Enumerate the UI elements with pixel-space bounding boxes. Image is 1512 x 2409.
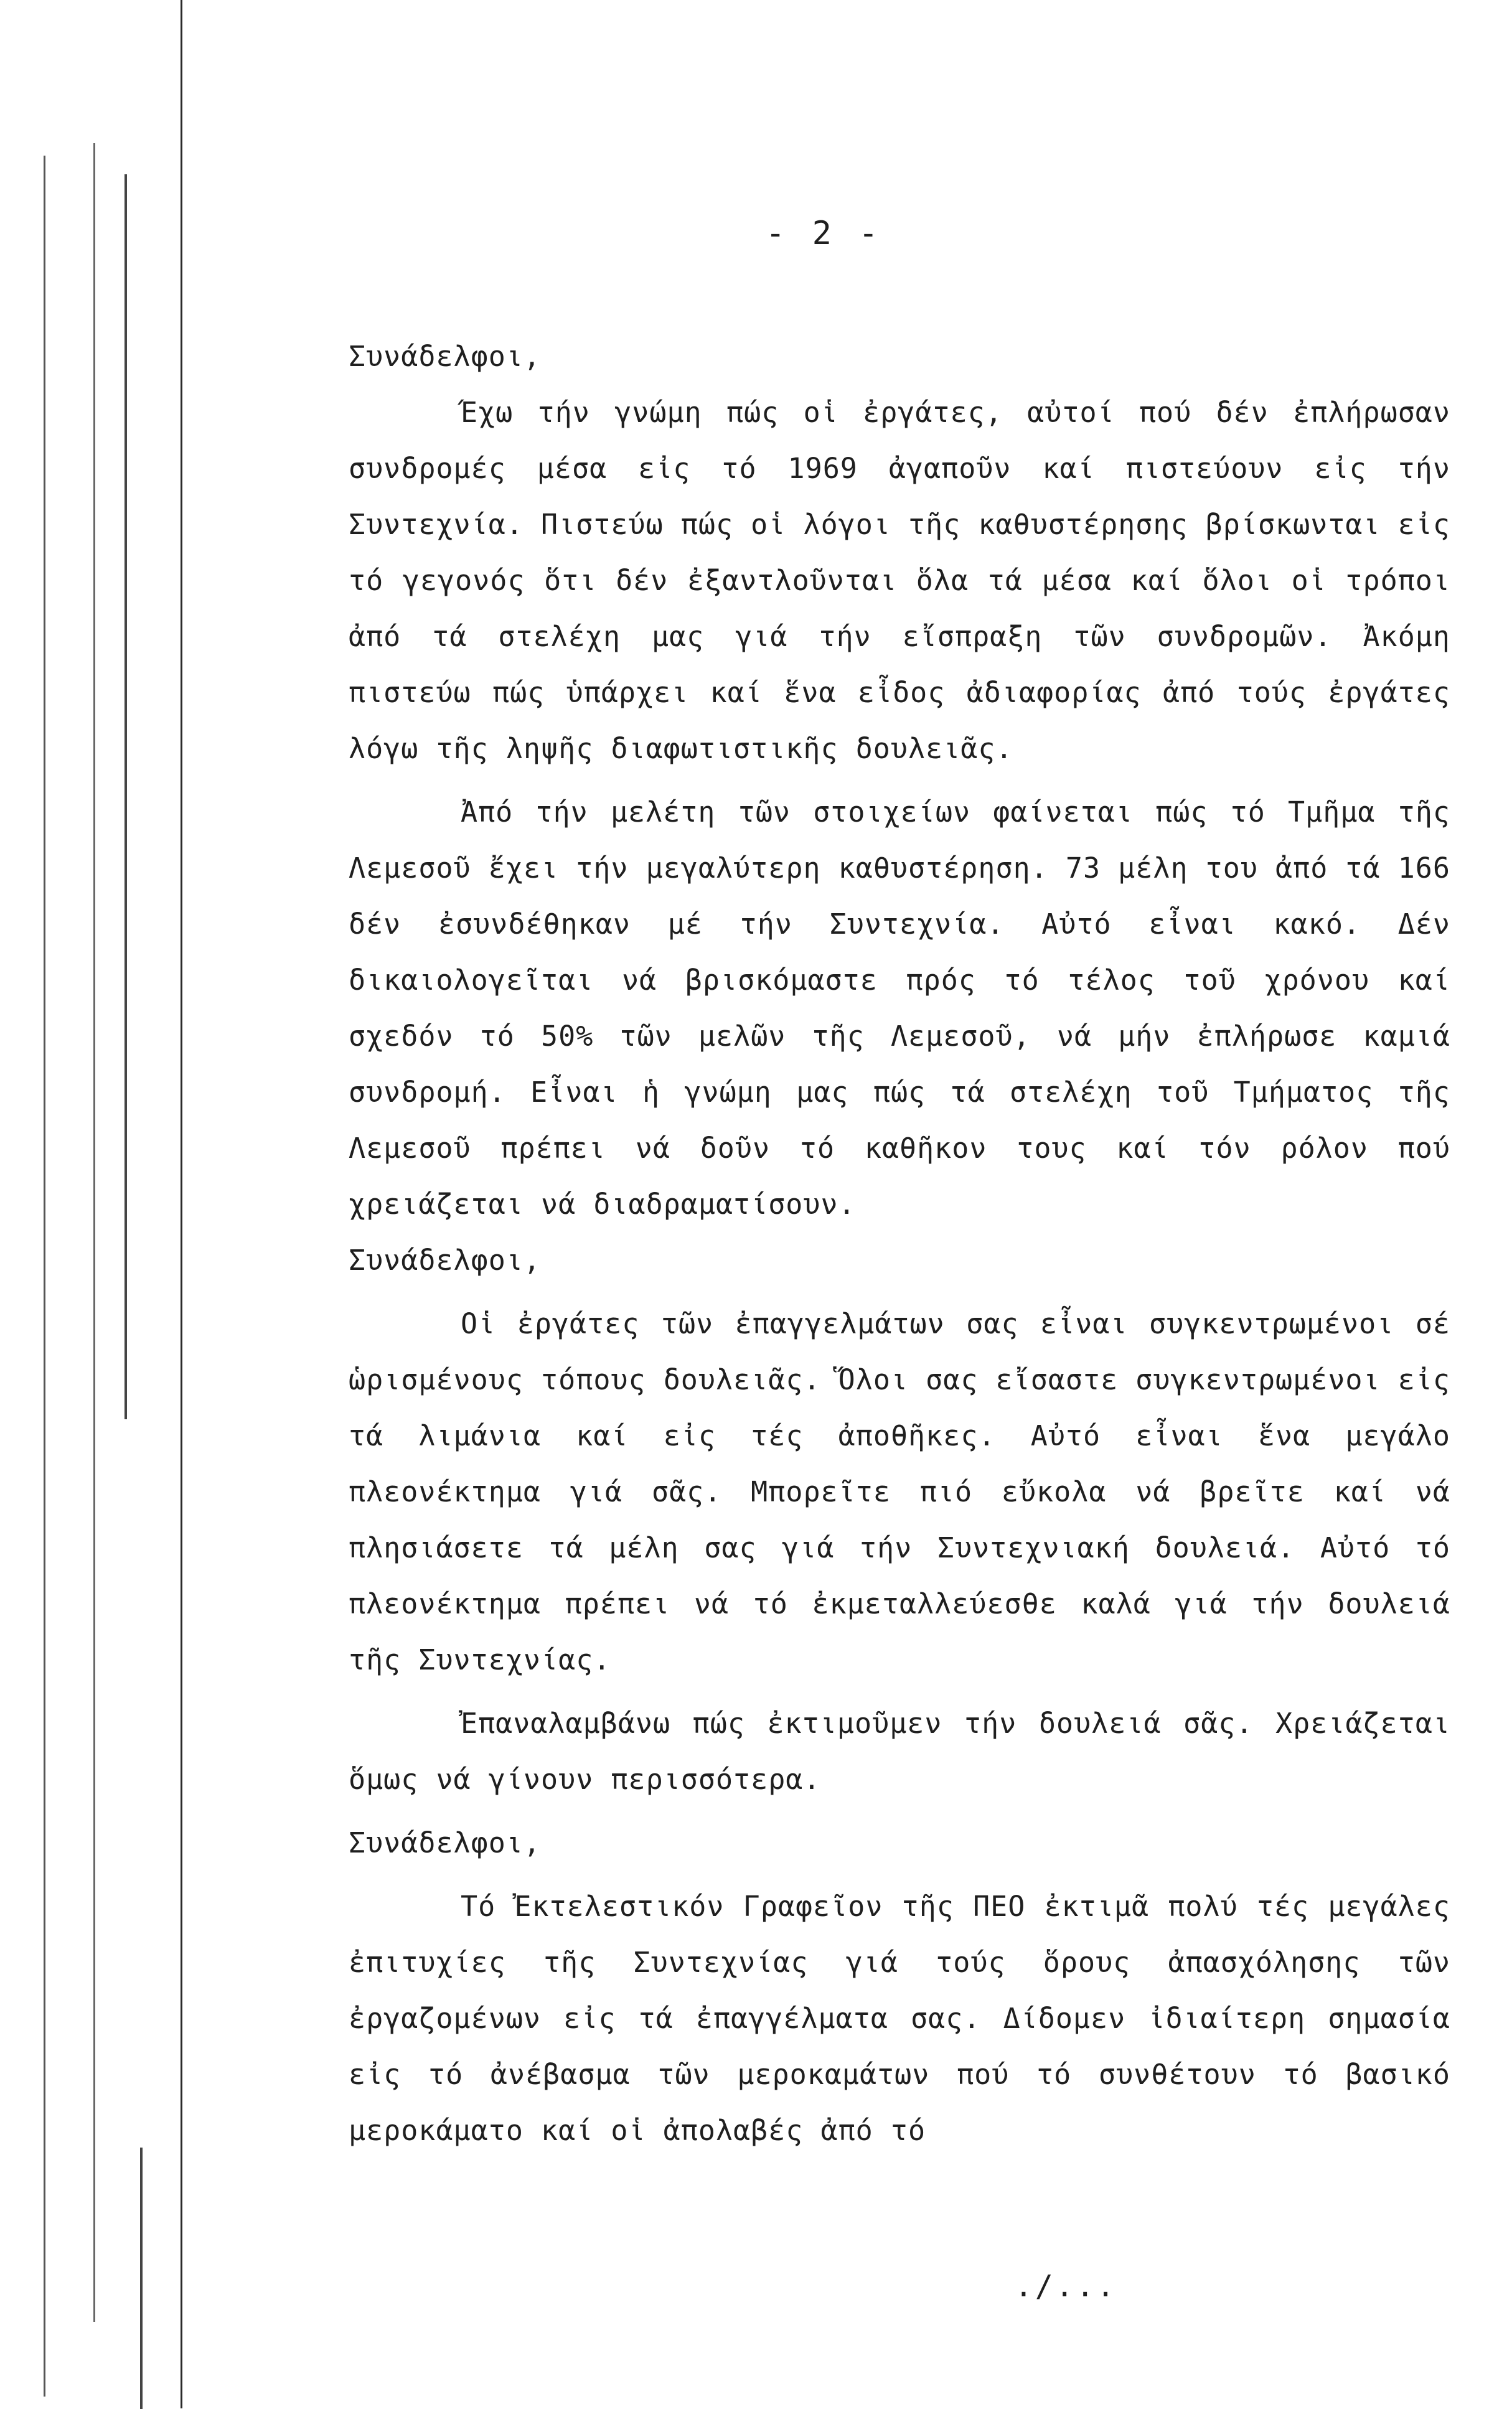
salutation: Συνάδελφοι, (349, 340, 542, 373)
scan-artifact (44, 156, 45, 2397)
letter-body (349, 329, 1450, 2159)
paragraph: Τό Ἐκτελεστικόν Γραφεῖον τῆς ΠΕΟ ἐκτιμᾶ πολύ τές μεγάλες ἐπιτυχίες τῆς Συντεχνίας γιά τούς ὅρους ἀπασχόλησης τῶν ἐργαζομένων εἰς τά ἐπαγγέλματα σας. Δίδομεν ἰδιαίτερη σημασία εἰς τό ἀνέβασμα τῶν μεροκαμάτων πού τό συνθέτουν τό βασικό μεροκάματο καί οἱ ἀπολαβές ἀπό τό (349, 1890, 1450, 2147)
page-number: - 2 - (766, 215, 882, 252)
scan-artifact (140, 2148, 143, 2409)
continuation-mark: ./... (1015, 2269, 1117, 2304)
left-margin-line (181, 0, 182, 2408)
scan-artifact (124, 174, 127, 1419)
paragraph: Ἐπαναλαμβάνω πώς ἐκτιμοῦμεν τήν δουλειά σᾶς. Χρειάζεται ὅμως νά γίνουν περισσότερα. (349, 1707, 1450, 1796)
scan-artifact (93, 143, 95, 2322)
paragraph: Οἱ ἐργάτες τῶν ἐπαγγελμάτων σας εἶναι συγκεντρωμένοι σέ ὡρισμένους τόπους δουλειᾶς. Ὅλοι σας εἴσαστε συγκεντρωμένοι εἰς τά λιμάνια καί εἰς τές ἀποθῆκες. Αὐτό εἶναι ἕνα μεγάλο πλεονέκτημα γιά σᾶς. Μπορεῖτε πιό εὔκολα νά βρεῖτε καί νά πλησιάσετε τά μέλη σας γιά τήν Συντεχνιακή δουλειά. Αὐτό τό πλεονέκτημα πρέπει νά τό ἐκμεταλλεύεσθε καλά γιά τήν δουλειά τῆς Συντεχνίας. (349, 1307, 1450, 1676)
salutation: Συνάδελφοι, (349, 1244, 542, 1277)
salutation: Συνάδελφοι, (349, 1826, 542, 1859)
paragraph: Ἀπό τήν μελέτη τῶν στοιχείων φαίνεται πώς τό Τμῆμα τῆς Λεμεσοῦ ἔχει τήν μεγαλύτερη καθυστέρηση. 73 μέλη του ἀπό τά 166 δέν ἐσυνδέθηκαν μέ τήν Συντεχνία. Αὐτό εἶναι κακό. Δέν δικαιολογεῖται νά βρισκόμαστε πρός τό τέλος τοῦ χρόνου καί σχεδόν τό 50% τῶν μελῶν τῆς Λεμεσοῦ, νά μήν ἐπλήρωσε καμιά συνδρομή. Εἶναι ἡ γνώμη μας πώς τά στελέχη τοῦ Τμήματος τῆς Λεμεσοῦ πρέπει νά δοῦν τό καθῆκον τους καί τόν ρόλον πού χρειάζεται νά διαδραματίσουν. (349, 796, 1450, 1221)
paragraph: Έχω τήν γνώμη πώς οἱ ἐργάτες, αὐτοί πού δέν ἐπλήρωσαν συνδρομές μέσα εἰς τό 1969 ἀγαποῦν καί πιστεύουν εἰς τήν Συντεχνία. Πιστεύω πώς οἱ λόγοι τῆς καθυστέρησης βρίσκωνται εἰς τό γεγονός ὅτι δέν ἐξαντλοῦνται ὅλα τά μέσα καί ὅλοι οἱ τρόποι ἀπό τά στελέχη μας γιά τήν εἴσπραξη τῶν συνδρομῶν. Ἀκόμη πιστεύω πώς ὑπάρχει καί ἕνα εἶδος ἀδιαφορίας ἀπό τούς ἐργάτες λόγω τῆς ληψῆς διαφωτιστικῆς δουλειᾶς. (349, 396, 1450, 765)
